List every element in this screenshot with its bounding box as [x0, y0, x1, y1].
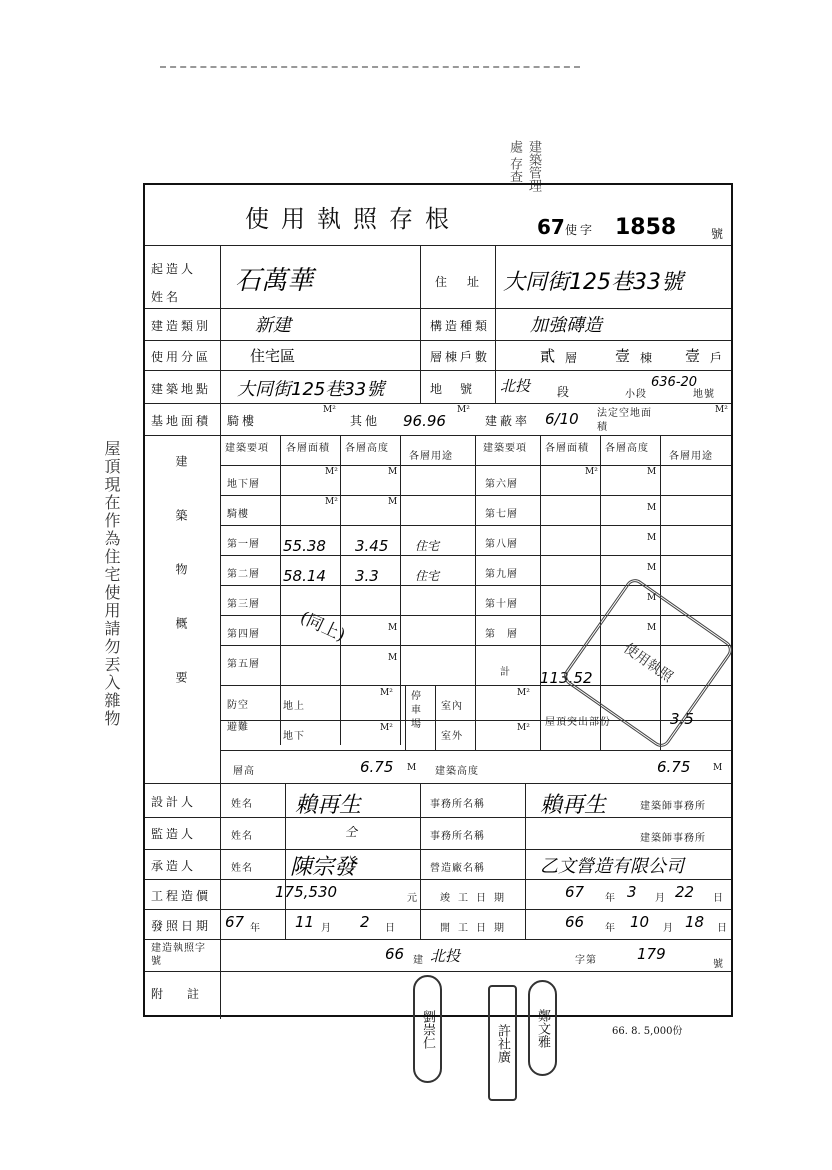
contractor-firm: 乙文營造有限公司	[540, 856, 684, 877]
contractor-name: 陳宗發	[290, 855, 357, 880]
designer-label: 設計人	[151, 795, 197, 809]
f2-use: 住宅	[415, 569, 440, 583]
outdoor-label: 室外	[441, 731, 463, 742]
floor-label-right: 計	[500, 667, 511, 678]
unit: M	[647, 563, 657, 573]
notes-label: 附註	[151, 987, 224, 1001]
cost-label: 工程造價	[151, 889, 212, 903]
permit-suffix: 號	[713, 959, 724, 970]
f2-area: 58.14	[283, 567, 326, 585]
start-month: 10	[630, 913, 650, 931]
permit-no-label: 建造執照字號	[151, 943, 206, 967]
unit: M²	[325, 497, 338, 507]
col-use-header: 各層用途	[409, 451, 453, 462]
floor-label-right: 第九層	[485, 569, 518, 580]
issue-date-label: 發照日期	[151, 919, 212, 933]
unit: M²	[715, 405, 728, 415]
lot-suffix-label: 地號	[693, 389, 715, 400]
unit: M	[388, 653, 398, 663]
start-label: 開工日期	[440, 923, 512, 934]
parking-label: 停車場	[411, 691, 422, 730]
completion-m: 月	[655, 893, 666, 904]
seal-stamp-left: 劉崇仁	[413, 975, 442, 1083]
seal-stamp-mid: 許社廣	[488, 985, 517, 1101]
unit: M²	[457, 405, 470, 415]
start-m: 月	[663, 923, 674, 934]
floor-label-left: 第一層	[227, 539, 260, 550]
scan-line	[160, 66, 580, 68]
floors-value: 貳	[540, 347, 556, 365]
permit-word: 建	[413, 955, 424, 966]
lot-sub-label: 小段	[625, 389, 647, 400]
floor-label-left: 第五層	[227, 659, 260, 670]
site-other-value: 96.96	[403, 412, 446, 430]
designer-name-label: 姓名	[231, 799, 253, 810]
projection-value: 3.5	[670, 710, 694, 728]
designer-office-suffix: 建築師事務所	[640, 801, 706, 812]
unit: M²	[380, 688, 393, 698]
col-area-header-2: 各層面積	[545, 443, 589, 454]
builder-label: 起造人 姓名	[151, 262, 197, 304]
coverage-label: 建蔽率	[485, 414, 531, 428]
cost-unit: 元	[407, 893, 418, 904]
doc-suffix: 號	[711, 227, 727, 241]
cost-value: 175,530	[275, 883, 338, 901]
address-label: 住址	[435, 275, 500, 289]
diag-annotation: (同上)	[296, 607, 349, 646]
issue-d: 日	[385, 923, 396, 934]
building-type-value: 新建	[255, 315, 291, 336]
above-label: 地上	[283, 701, 305, 712]
site-area-label: 基地面積	[151, 414, 212, 428]
unit: M²	[517, 723, 530, 733]
building-height-value: 6.75	[657, 758, 691, 776]
floor-label-left: 騎樓	[227, 509, 249, 520]
f1-area: 55.38	[283, 537, 326, 555]
unit: M²	[325, 467, 338, 477]
permit-zi: 字第	[575, 955, 597, 966]
doc-number: 1858	[615, 215, 677, 240]
contractor-label: 承造人	[151, 859, 197, 873]
floor-label-right: 第七層	[485, 509, 518, 520]
permit-number: 179	[637, 945, 666, 963]
issue-m: 月	[321, 923, 332, 934]
floor-label-left: 第三層	[227, 599, 260, 610]
unit: M	[647, 533, 657, 543]
arcade-label: 騎樓	[227, 414, 258, 428]
buildings-unit: 棟	[640, 351, 656, 365]
designer-office: 賴再生	[540, 793, 607, 818]
issue-day: 2	[360, 913, 370, 931]
floor-label-right: 第 層	[485, 629, 518, 640]
f1-use: 住宅	[415, 539, 440, 553]
lot-section-label: 段	[557, 385, 573, 399]
completion-d: 日	[713, 893, 724, 904]
doc-prefix: 使字	[565, 223, 596, 237]
archive-stamp: 建築管理處 存查	[507, 140, 541, 192]
floors-label: 層棟戶數	[430, 350, 491, 364]
site-location-label: 建築地點	[151, 382, 212, 396]
unit: M²	[323, 405, 336, 415]
seal-stamp-right: 鄭文雅	[528, 980, 557, 1076]
cancel-stamp: 使用執照	[560, 575, 735, 750]
issue-year: 67	[225, 913, 245, 931]
contractor-name-label: 姓名	[231, 863, 253, 874]
below-label: 地下	[283, 731, 305, 742]
floor-label-left: 第四層	[227, 629, 260, 640]
floor-height-label: 層高	[233, 766, 255, 777]
builder-name: 石萬華	[235, 266, 314, 296]
permit-place: 北投	[430, 947, 461, 965]
floors-unit: 層	[565, 351, 581, 365]
supervisor-name-label: 姓名	[231, 831, 253, 842]
coverage-value: 6/10	[545, 410, 579, 428]
lot-number-value: 636-20	[651, 375, 698, 390]
building-height-label: 建築高度	[435, 766, 479, 777]
start-d: 日	[717, 923, 728, 934]
legal-open-space-label: 法定空地面積	[597, 408, 652, 433]
supervisor-office-suffix: 建築師事務所	[640, 833, 706, 844]
supervisor-name: 仝	[345, 825, 358, 839]
shelter-label: 防空避難	[227, 700, 249, 733]
permit-year: 66	[385, 945, 405, 963]
supervisor-office-label: 事務所名稱	[430, 831, 485, 842]
site-location-value: 大同街125巷33號	[237, 379, 385, 400]
col-height-header-2: 各層高度	[605, 443, 649, 454]
unit: M	[713, 763, 723, 773]
units-unit: 戶	[710, 351, 726, 365]
col-item-header: 建築要項	[225, 443, 269, 454]
site-lot-label: 地號	[430, 382, 491, 396]
completion-year: 67	[565, 883, 585, 901]
completion-y: 年	[605, 893, 616, 904]
doc-year: 67	[537, 215, 565, 239]
building-type-label: 建造類別	[151, 319, 212, 333]
designer-office-label: 事務所名稱	[430, 799, 485, 810]
floor-label-right: 第八層	[485, 539, 518, 550]
structure-value: 加強磚造	[530, 315, 602, 336]
f2-height: 3.3	[355, 567, 379, 585]
total-area: 113.52	[540, 669, 593, 687]
start-day: 18	[685, 913, 705, 931]
unit: M	[647, 503, 657, 513]
col-area-header: 各層面積	[286, 443, 330, 454]
start-year: 66	[565, 913, 585, 931]
building-overview-label: 建築物概要	[174, 455, 188, 725]
unit: M²	[380, 723, 393, 733]
zone-label: 使用分區	[151, 350, 212, 364]
address-value: 大同街125巷33號	[503, 270, 683, 295]
col-use-header-2: 各層用途	[669, 451, 713, 462]
floor-label-left: 地下層	[227, 479, 260, 490]
col-item-header-2: 建築要項	[483, 443, 527, 454]
side-note: 屋頂現在作為住宅使用請勿丟入雜物	[102, 440, 121, 728]
completion-label: 竣工日期	[440, 893, 512, 904]
floor-height-value: 6.75	[360, 758, 394, 776]
completion-month: 3	[627, 883, 637, 901]
unit: M	[407, 763, 417, 773]
unit: M	[388, 497, 398, 507]
unit: M	[388, 623, 398, 633]
floor-label-left: 第二層	[227, 569, 260, 580]
unit: M	[647, 623, 657, 633]
structure-label: 構造種類	[430, 319, 491, 333]
contractor-firm-label: 營造廠名稱	[430, 863, 485, 874]
floor-label-right: 第六層	[485, 479, 518, 490]
footer-print-note: 66. 8. 5,000份	[612, 1026, 683, 1037]
zone-value: 住宅區	[250, 347, 296, 365]
other-label: 其他	[350, 414, 381, 428]
buildings-value: 壹	[615, 347, 631, 365]
issue-y: 年	[250, 923, 261, 934]
supervisor-label: 監造人	[151, 827, 197, 841]
designer-name: 賴再生	[295, 793, 362, 818]
completion-day: 22	[675, 883, 695, 901]
f1-height: 3.45	[355, 537, 389, 555]
unit: M	[388, 467, 398, 477]
projection-label: 屋頂突出部份	[545, 717, 611, 728]
unit: M	[647, 593, 657, 603]
start-y: 年	[605, 923, 616, 934]
unit: M²	[517, 688, 530, 698]
unit: M²	[585, 467, 598, 477]
lot-section-value: 北投	[500, 377, 531, 395]
issue-month: 11	[295, 913, 315, 931]
units-value: 壹	[685, 347, 701, 365]
floor-label-right: 第十層	[485, 599, 518, 610]
col-height-header: 各層高度	[345, 443, 389, 454]
indoor-label: 室內	[441, 701, 463, 712]
unit: M	[647, 467, 657, 477]
form-title: 使用執照存根	[245, 205, 461, 233]
